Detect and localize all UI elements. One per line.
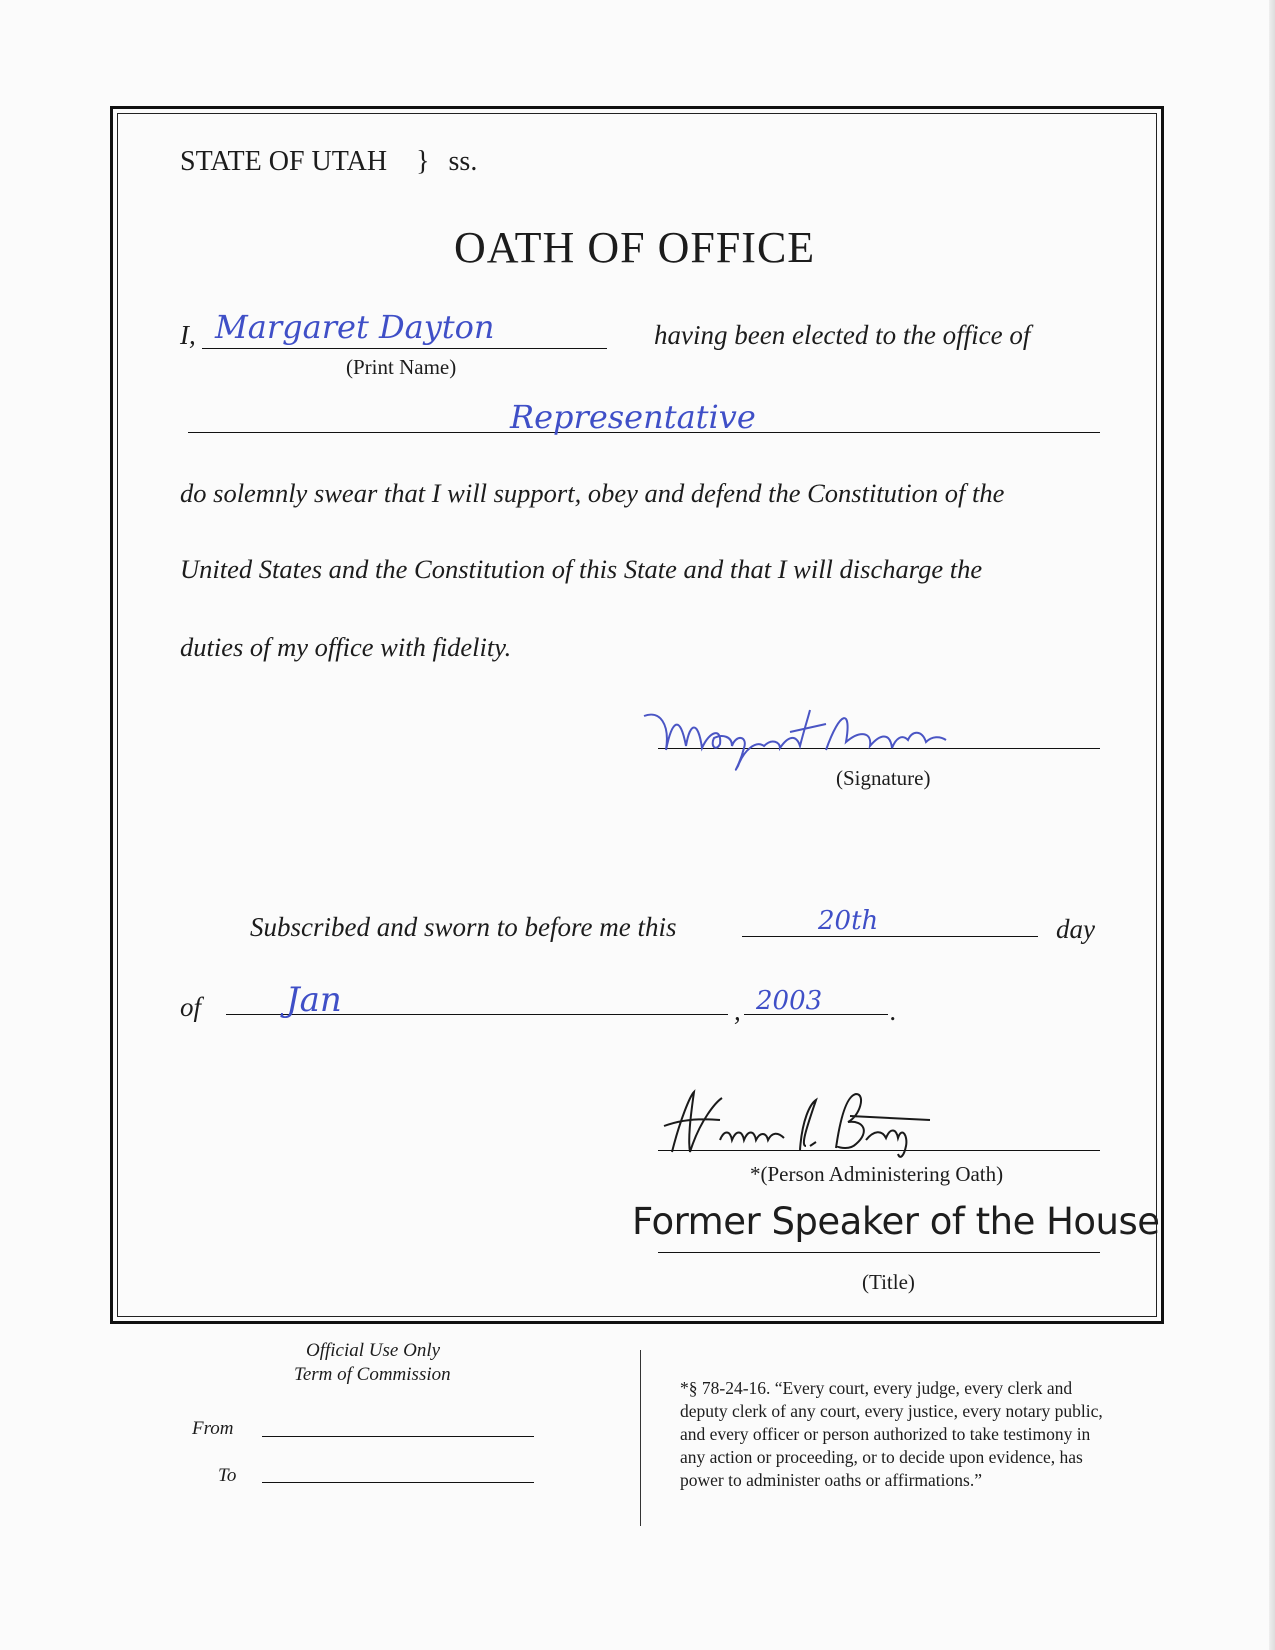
administrator-signature: [660, 1080, 960, 1175]
title-line: [658, 1252, 1100, 1253]
footer-divider: [640, 1350, 641, 1526]
of-word: of: [180, 992, 202, 1022]
oath-body-line-3: duties of my office with fidelity.: [180, 632, 512, 662]
handwritten-month: Jan: [286, 980, 342, 1020]
comma: ,: [734, 996, 741, 1026]
signature-label: (Signature): [836, 766, 931, 790]
handwritten-year: 2003: [756, 986, 823, 1016]
handwritten-name: Margaret Dayton: [215, 308, 495, 346]
footnote-line: any action or proceeding, or to decide upon evidence, has: [680, 1447, 1083, 1467]
state-text: STATE OF UTAH: [180, 146, 388, 177]
to-label: To: [218, 1465, 237, 1486]
handwritten-title: Former Speaker of the House: [632, 1200, 1160, 1243]
footnote-line: deputy clerk of any court, every justice, every notary public,: [680, 1401, 1103, 1421]
title-label: (Title): [862, 1270, 915, 1294]
subscribed-text: Subscribed and sworn to before me this: [250, 912, 677, 942]
period: .: [890, 996, 897, 1026]
oath-body-line-2: United States and the Constitution of this State and that I will discharge the: [180, 554, 983, 584]
state-heading: [180, 146, 477, 178]
inner-border: [117, 113, 1157, 1317]
to-line: [262, 1482, 534, 1483]
page-edge-shadow: [1269, 0, 1275, 1650]
handwritten-office: Representative: [510, 398, 756, 436]
term-of-commission-label: Term of Commission: [294, 1364, 451, 1385]
from-line: [262, 1436, 534, 1437]
official-use-label: Official Use Only: [306, 1340, 441, 1361]
ss-text: ss.: [448, 146, 478, 177]
from-label: From: [192, 1418, 234, 1439]
footnote: [680, 1377, 1170, 1492]
day-line: [742, 936, 1038, 937]
page-title: OATH OF OFFICE: [454, 223, 816, 272]
oath-body-line-1: do solemnly swear that I will support, obey and defend the Constitution of the: [180, 478, 1005, 508]
brace: }: [416, 146, 430, 177]
day-word: day: [1056, 914, 1095, 944]
administrator-label: *(Person Administering Oath): [750, 1162, 1004, 1186]
footnote-line: and every officer or person authorized to take testimony in: [680, 1424, 1091, 1444]
intro-i: I,: [180, 320, 196, 350]
print-name-label: (Print Name): [346, 355, 457, 379]
elected-text: having been elected to the office of: [654, 320, 1031, 350]
name-line: [202, 348, 607, 349]
footnote-line: power to administer oaths or affirmations.”: [680, 1470, 982, 1490]
footnote-line: *§ 78-24-16. “Every court, every judge, every clerk and: [680, 1378, 1073, 1398]
handwritten-day: 20th: [818, 906, 879, 936]
